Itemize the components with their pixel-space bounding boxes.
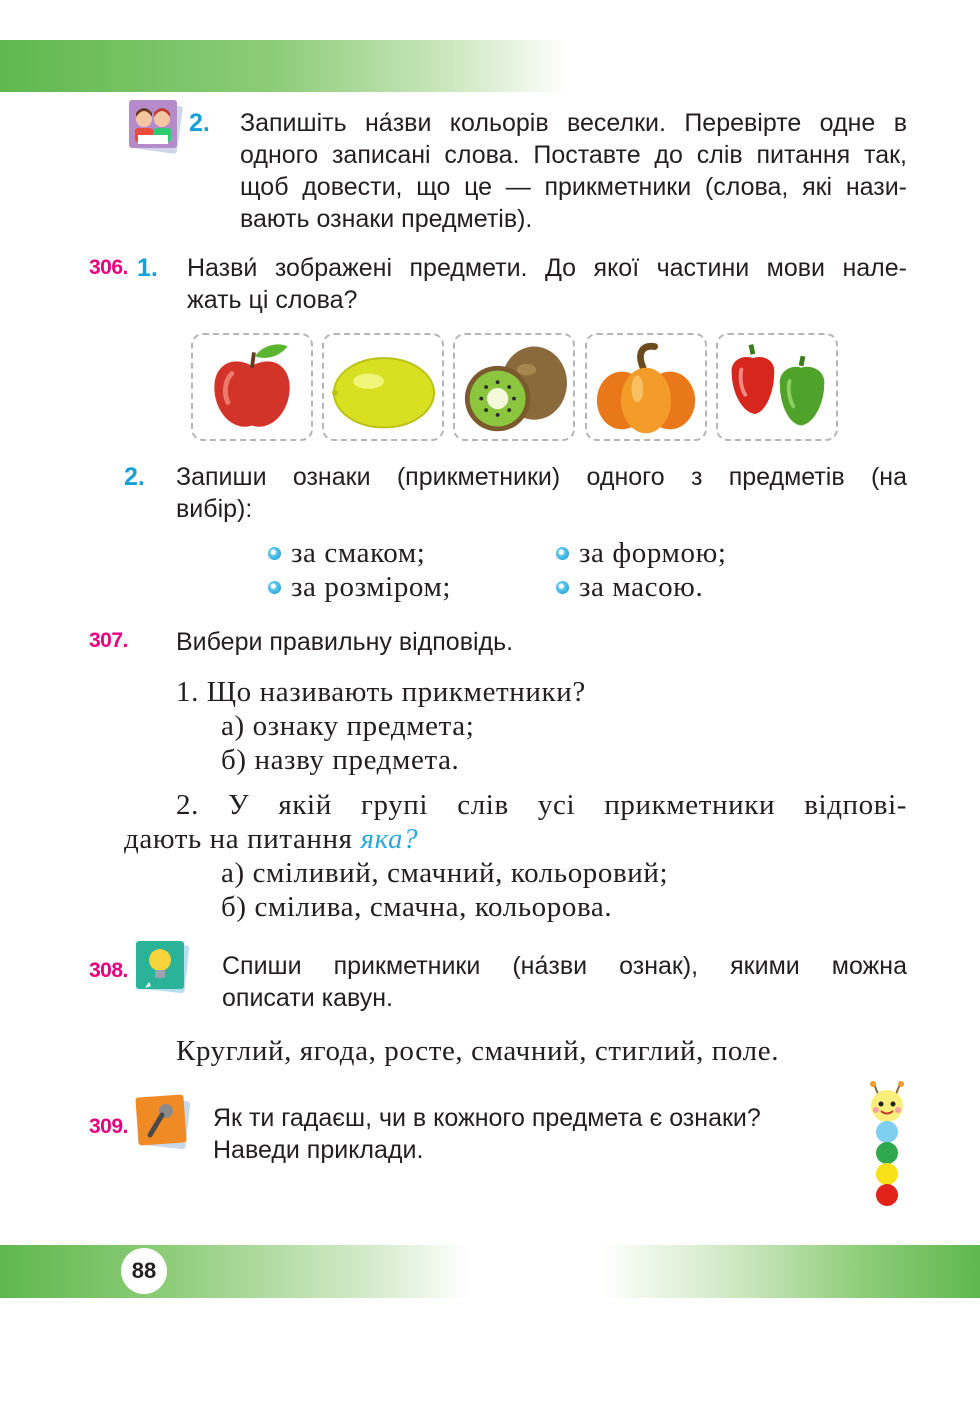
ex307-q1-answer-b: б) назву предмета.: [221, 744, 460, 776]
top-green-band: [0, 40, 980, 92]
bullet-icon: [556, 547, 569, 560]
option-size-label: за розміром;: [291, 571, 452, 603]
picture-kiwi: [453, 333, 575, 441]
peppers-icon: [718, 335, 836, 439]
task-text-line-2: одного записані слова. Поставте до слів питання так,: [240, 141, 907, 169]
picture-lemon: [322, 333, 444, 441]
kiwi-icon: [455, 335, 573, 439]
ex307-q2-answer-a: а) сміливий, смачний, кольоровий;: [221, 857, 669, 889]
ex306-text-line-1: Назви́ зображені предмети. До якої частини мови нале-: [187, 254, 907, 282]
option-mass: [556, 570, 703, 604]
ex306-task2-line-1: Запиши ознаки (прикметники) одного з предметів (на: [176, 463, 907, 491]
pumpkin-icon: [587, 335, 705, 439]
page-number: 88: [121, 1248, 167, 1294]
ex307-q1-answer-a: а) ознаку предмета;: [221, 710, 475, 742]
question-word: яка?: [360, 823, 419, 855]
ex309-text-line-1: Як ти гадаєш, чи в кожного предмета є ознаки?: [213, 1104, 761, 1132]
option-shape: [556, 536, 727, 570]
microphone-icon: [134, 1093, 192, 1153]
bullet-icon: [268, 547, 281, 560]
bullet-icon: [556, 581, 569, 594]
picture-peppers: [716, 333, 838, 441]
ex308-word-list: Круглий, ягода, росте, смачний, стиглий, поле.: [176, 1035, 780, 1067]
task-text-line-3: щоб довести, що це — прикметники (слова, які нази-: [240, 173, 907, 201]
caterpillar-icon: [860, 1080, 914, 1210]
task-text-line-4: вають ознаки предметів).: [240, 205, 533, 233]
ex306-task2-line-2: вибір):: [176, 495, 253, 523]
ex309-text-line-2: Наведи приклади.: [213, 1136, 424, 1164]
sub-task-number-2: 2.: [124, 463, 145, 491]
bottom-green-band-right: [600, 1245, 980, 1298]
ex307-instruction: Вибери правильну відповідь.: [176, 628, 514, 656]
pair-work-icon: [126, 97, 184, 155]
option-taste: [268, 536, 425, 570]
lightbulb-icon: [133, 938, 191, 996]
option-size: [268, 570, 451, 604]
ex308-text-line-1: Спиши прикметники (на́зви ознак), якими можна: [222, 952, 907, 980]
option-shape-label: за формою;: [579, 537, 727, 569]
ex307-question-1: 1. Що називають прикметники?: [176, 676, 586, 708]
sub-task-number-1: 1.: [137, 254, 158, 282]
option-mass-label: за масою.: [579, 571, 704, 603]
exercise-number-308: 308.: [89, 959, 128, 982]
exercise-number-309: 309.: [89, 1115, 128, 1138]
ex307-q2-answer-b: б) смілива, смачна, кольорова.: [221, 891, 613, 923]
picture-apple: [191, 333, 313, 441]
apple-icon: [193, 335, 311, 439]
ex308-text-line-2: описати кавун.: [222, 984, 393, 1012]
option-taste-label: за смаком;: [291, 537, 426, 569]
bullet-icon: [268, 581, 281, 594]
exercise-number-307: 307.: [89, 629, 128, 652]
ex306-text-line-2: жать ці слова?: [187, 286, 358, 314]
ex307-question-2-prefix: дають на питання: [124, 823, 353, 855]
bottom-green-band-left: [0, 1245, 470, 1298]
ex307-question-2-line-1: 2. У якій групі слів усі прикметники відпові-: [176, 789, 907, 821]
lemon-icon: [324, 335, 442, 439]
task-text-line-1: Запишіть на́зви кольорів веселки. Перевірте одне в: [240, 109, 907, 137]
exercise-number-306: 306.: [89, 256, 128, 279]
task-number: 2.: [189, 109, 210, 137]
picture-pumpkin: [585, 333, 707, 441]
ex307-question-2-line-2: [124, 822, 418, 856]
